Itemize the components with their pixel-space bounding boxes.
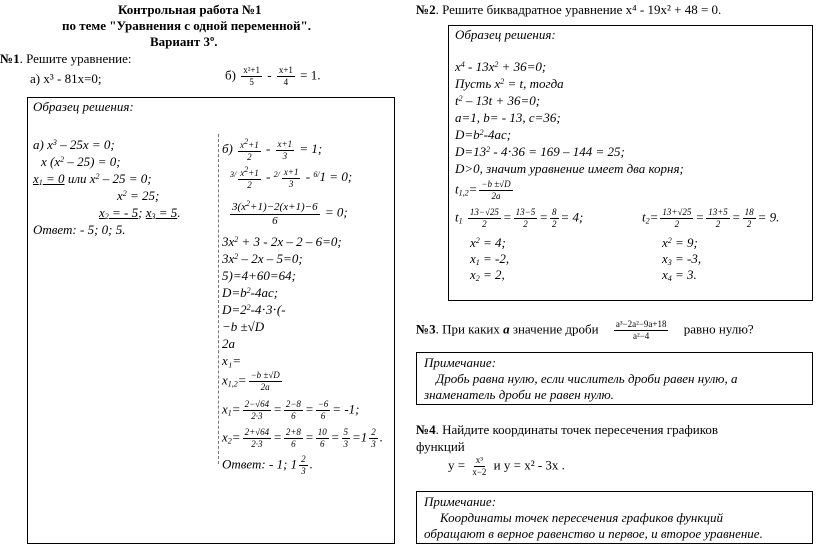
sample-heading: Образец решения: [455,27,556,42]
solution-line: $D=2^2-4\cdot 3\cdot(-$ [222,302,286,317]
solution-line: $3x^2 + 3 - 2x - 2 - 6=0$; [222,234,342,249]
solution-line: $D=b^2-4ac$; [455,127,512,142]
solution-line: $t^2 - 13t + 36=0$; [455,93,541,108]
solution-line: $^{3/}$ $\frac{x^2+1}{2}$ - $^{2/}$ $\frac{x+1}{3}$ - $^{6/}$1 = 0; [230,165,353,190]
task4-text: функций [416,439,465,454]
task3-variable: a [503,321,510,337]
sample-heading: Образец решения: [33,99,134,114]
solution-line: $x_1 = 0$ или $x^2 - 25 = 0$; [33,171,152,187]
variant-label: Вариант 3º. [150,34,218,49]
task3-text: . При каких [435,321,500,337]
task1-part-b [225,66,321,87]
minus-sign: - [267,67,272,83]
page-subtitle: по теме "Уравнения с одной переменной". [62,18,312,33]
task4-statement [416,423,718,438]
solution-line: $x_3 = -3$, [662,251,702,267]
solution-line: 2a [222,336,235,351]
solution-line: $t_1$ $\frac{13-√25}{2}$ = $\frac{13-5}{2}$ = $\frac{8}{2}$ = 4; [455,207,584,229]
solution-line: $x^4 - 13x^2 + 36=0$; [455,59,547,74]
task4-fraction: $\frac{\text{x³}}{x-2}$ [472,455,487,477]
solution-line: $D=b^2-4ac$; [222,285,279,300]
solution-line: x₁= [222,353,242,368]
solution-line: $x_1 = -2$, [470,251,510,267]
note-heading: Примечание: [424,355,497,370]
note-text: Дробь равна нулю, если числитель дроби равен нулю, а [436,371,738,386]
solution-line: $3x^2 - 2x - 5=0$; [222,251,303,266]
solution-line: $x_2=$ $\frac{2+√64}{2\cdot 3}$ = $\frac{2+8}{6}$ = $\frac{10}{6}$ = $\frac{5}{3}$ =1 $\frac{2}{3}$ . [222,427,384,449]
solution-line: б) $\frac{x^2+1}{2}$ - $\frac{x+1}{3}$ = 1; [222,137,323,162]
solution-line: $\frac{3(x^2+1)-2(x+1)-6}{6}$ = 0; [232,199,348,227]
task4-equations [448,456,565,477]
solution-line: $x^2 = 25$; [117,188,160,203]
solution-line: 5)=4+60=64; [222,268,296,283]
solution-line: а) $x^3 - 25x = 0$; [33,137,115,152]
task2-text: . Решите биквадратное уравнение x⁴ - 19x² + 48 = 0. [435,2,722,17]
fraction: $\frac{x+1}{4}$ [278,65,293,87]
solution-line: $x^2 = 4$; [470,235,506,250]
task1-part-b-label: б) [225,67,236,83]
task3-text: равно нулю? [683,321,754,337]
task3-statement [416,320,754,341]
equation-text: y = [448,457,466,473]
solution-line: Пусть $x^2 = t$, тогда [455,76,564,91]
note-text: обращают в верное равенство и первое, и второе уравнение. [424,526,763,541]
task1-part-a: а) x³ - 81x=0; [30,71,102,86]
equation-text: и y = x² - 3x . [493,457,565,473]
solution-line: $D=13^2 - 4\cdot 36 = 169 - 144 = 25$; [455,144,625,159]
task3-number: №3 [416,321,436,337]
note-heading: Примечание: [424,494,497,509]
answer-line: Ответ: - 5; 0; 5. [33,222,126,237]
task1-text: . Решите уравнение: [19,51,132,66]
note-text: знаменатель дроби не равен нулю. [424,387,614,402]
solution-line: a=1, b= - 13, c=36; [455,110,561,125]
solution-line: D>0, значит уравнение имеет два корня; [455,161,684,176]
solution-line: $x_4 = 3$. [662,267,697,283]
task4-text: . Найдите координаты точек пересечения графиков [435,422,719,437]
solution-line: $t_{1,2}=$ $\frac{-b \pm√D}{2a}$ [455,179,511,201]
solution-line: $x^2 = 9$; [662,235,698,250]
task4-number: №4 [416,422,436,437]
task3-text: значение дроби [512,321,599,337]
solution-line: x $(x^2 - 25) = 0$; [41,154,121,169]
page-title: Контрольная работа №1 [118,2,262,17]
task2-statement [416,3,721,18]
task1-number: №1 [0,51,20,66]
task1-statement [0,52,132,67]
answer-line: Ответ: - 1; 1 $\frac{2}{3}$ . [222,454,313,476]
solution-line: −b ±√D [222,319,265,334]
solution-line: $x_2$ = - 5; $x_3 = 5$. [99,205,181,221]
column-divider [218,134,219,464]
task2-number: №2 [416,2,436,17]
solution-line: $t_2=$ $\frac{13+√25}{2}$ = $\frac{13+5}{2}$ = $\frac{18}{2}$ = 9. [642,207,780,229]
equation-rhs: = 1. [300,67,321,83]
solution-line: $x_2 = 2$, [470,267,505,283]
solution-line: $x_{1,2}=$ $\frac{-b \pm√D}{2a}$ [222,370,280,392]
fraction: $\frac{\text{x²+1}}{5}$ [243,65,260,87]
note-text: Координаты точек пересечения графиков функций [440,510,723,525]
solution-line: $x_1=$ $\frac{2-√64}{2\cdot 3}$ = $\frac{2-8}{6}$ = $\frac{-6}{6}$ = -1; [222,399,360,421]
task3-fraction: $\frac{\text{a³−2a²−9a+18}}{\text{a²−4}}$ [615,319,667,341]
